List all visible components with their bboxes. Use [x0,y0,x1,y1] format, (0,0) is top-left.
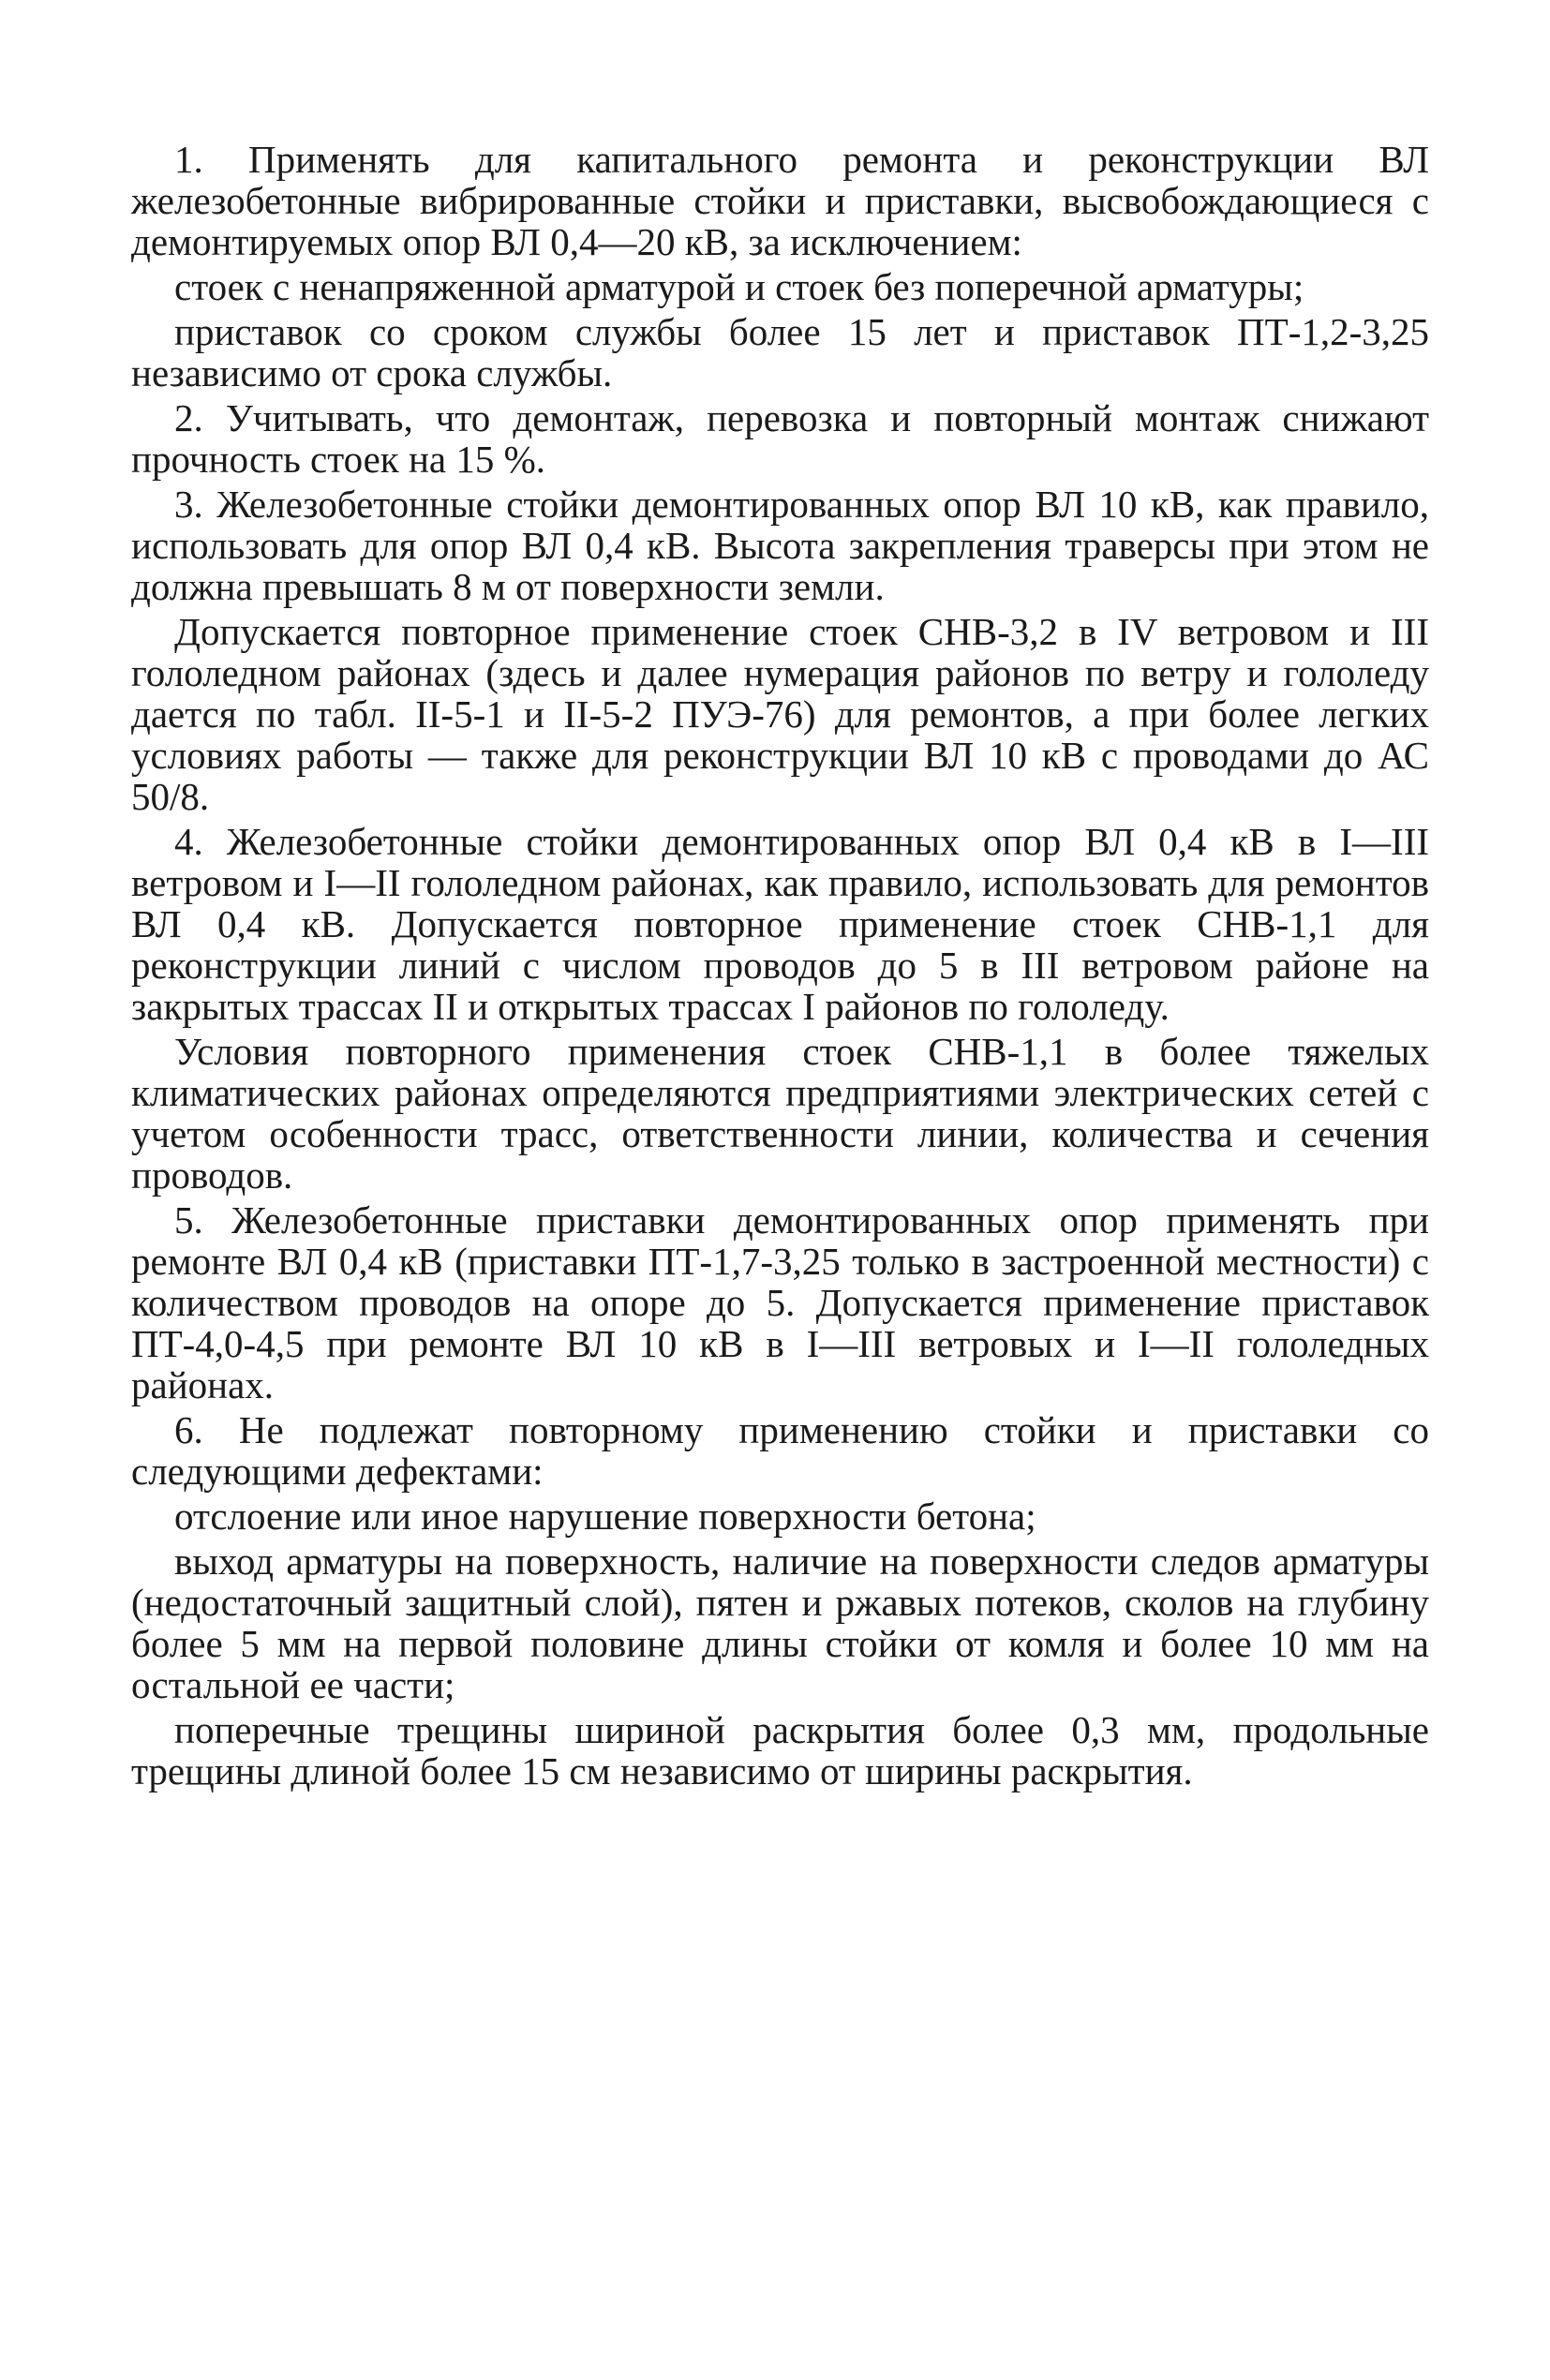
paragraph-4-note: Условия повторного применения стоек СНВ-1,1 в более тяжелых климатических районах определяются предприятиями электрических сетей с учетом особенности трасс, ответственности линии, количества и сечения проводов. [131,1030,1429,1197]
paragraph-6: 6. Не подлежат повторному применению стойки и приставки со следующими дефектами: [131,1408,1429,1493]
defect-item-3: поперечные трещины шириной раскрытия более 0,3 мм, продольные трещины длиной более 15 см независимо от ширины раскрытия. [131,1708,1429,1792]
paragraph-1: 1. Применять для капитального ремонта и реконструкции ВЛ железобетонные вибрированные стойки и приставки, высвобождающиеся с демонтируемых опор ВЛ 0,4—20 кВ, за исключением: [131,138,1429,263]
defect-item-1: отслоение или иное нарушение поверхности бетона; [174,1495,1036,1538]
document-body [131,139,1429,1795]
paragraph-4: 4. Железобетонные стойки демонтированных опор ВЛ 0,4 кВ в I—III ветровом и I—II гололедном районах, как правило, использовать для ремонтов ВЛ 0,4 кВ. Допускается повторное применение стоек СНВ-1,1 для реконструкции линий с числом проводов до 5 в III ветровом районе на закрытых трассах II и открытых трассах I районов по гололеду. [131,820,1429,1028]
paragraph-3-note: Допускается повторное применение стоек СНВ-3,2 в IV ветровом и III гололедном районах (здесь и далее нумерация районов по ветру и гололеду дается по табл. II-5-1 и II-5-2 ПУЭ-76) для ремонтов, а при более легких условиях работы — также для реконструкции ВЛ 10 кВ с проводами до АС 50/8. [131,610,1429,818]
defect-item-2: выход арматуры на поверхность, наличие на поверхности следов арматуры (недостаточный защитный слой), пятен и ржавых потеков, сколов на глубину более 5 мм на первой половине длины стойки от комля и более 10 мм на остальной ее части; [131,1540,1429,1706]
paragraph-exception-2: приставок со сроком службы более 15 лет и приставок ПТ-1,2-3,25 независимо от срока службы. [131,310,1429,394]
paragraph-2: 2. Учитывать, что демонтаж, перевозка и повторный монтаж снижают прочность стоек на 15 %. [131,396,1429,481]
paragraph-exception-1: стоек с ненапряженной арматурой и стоек без поперечной арматуры; [174,265,1304,308]
paragraph-3: 3. Железобетонные стойки демонтированных опор ВЛ 10 кВ, как правило, использовать для опор ВЛ 0,4 кВ. Высота закрепления траверсы при этом не должна превышать 8 м от поверхности земли. [131,483,1429,608]
paragraph-5: 5. Железобетонные приставки демонтированных опор применять при ремонте ВЛ 0,4 кВ (приставки ПТ-1,7-3,25 только в застроенной местности) с количеством проводов на опоре до 5. Допускается применение приставок ПТ-4,0-4,5 при ремонте ВЛ 10 кВ в I—III ветровых и I—II гололедных районах. [131,1198,1429,1406]
